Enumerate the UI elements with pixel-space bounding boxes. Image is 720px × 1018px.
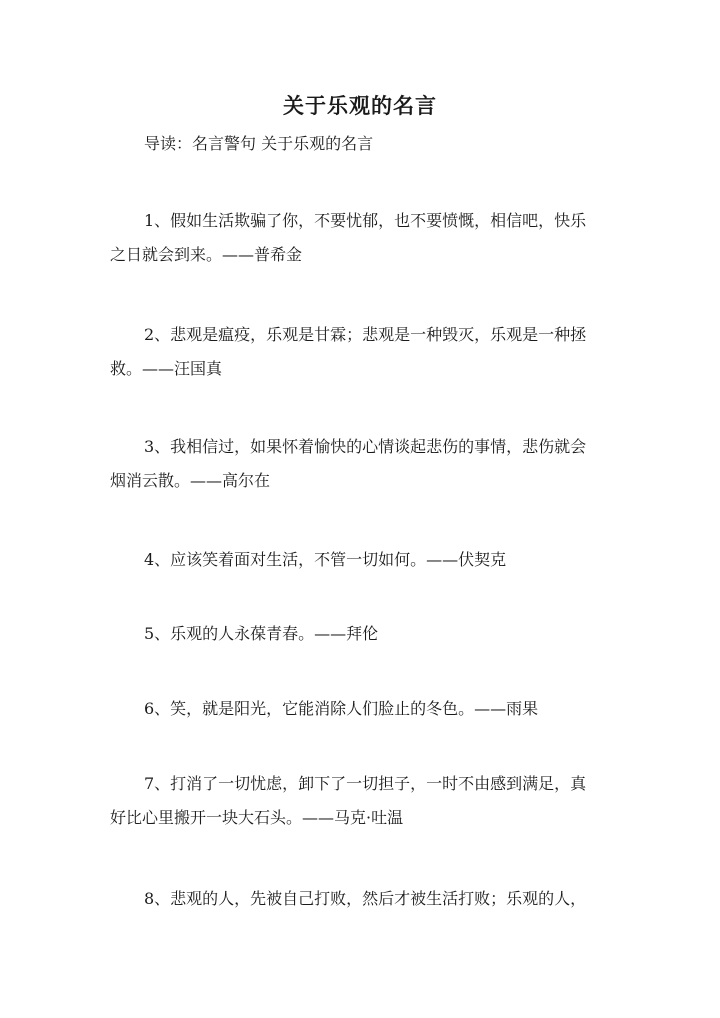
quote-paragraph [110, 767, 610, 835]
quote-paragraph [110, 430, 610, 498]
quote-line: 2、悲观是瘟疫，乐观是甘霖；悲观是一种毁灭，乐观是一种拯 [144, 325, 587, 344]
quote-line: 救。——汪国真 [110, 359, 223, 378]
quote-line: 4、应该笑着面对生活，不管一切如何。——伏契克 [144, 550, 507, 569]
lead-text: 导读：名言警句 关于乐观的名言 [144, 134, 374, 153]
quote-line: 1、假如生活欺骗了你，不要忧郁，也不要愤慨，相信吧，快乐 [144, 211, 587, 230]
quote-paragraph [110, 617, 610, 651]
quote-line: 7、打消了一切忧虑，卸下了一切担子，一时不由感到满足，真 [144, 774, 587, 793]
quote-paragraph [110, 318, 610, 386]
quote-paragraph [110, 882, 610, 916]
quote-line: 烟消云散。——高尔在 [110, 471, 271, 490]
quote-line: 之日就会到来。——普希金 [110, 245, 303, 264]
quote-paragraph [110, 692, 610, 726]
quote-line: 8、悲观的人，先被自己打败，然后才被生活打败；乐观的人， [144, 889, 587, 908]
quote-paragraph [110, 543, 610, 577]
quote-line: 5、乐观的人永葆青春。——拜伦 [144, 624, 379, 643]
document-title: 关于乐观的名言 [283, 93, 437, 118]
quote-paragraph [110, 204, 610, 272]
quote-line: 6、笑，就是阳光，它能消除人们脸止的冬色。——雨果 [144, 699, 539, 718]
quote-line: 3、我相信过，如果怀着愉快的心情谈起悲伤的事情，悲伤就会 [144, 437, 587, 456]
quote-line: 好比心里搬开一块大石头。——马克·吐温 [110, 808, 404, 827]
